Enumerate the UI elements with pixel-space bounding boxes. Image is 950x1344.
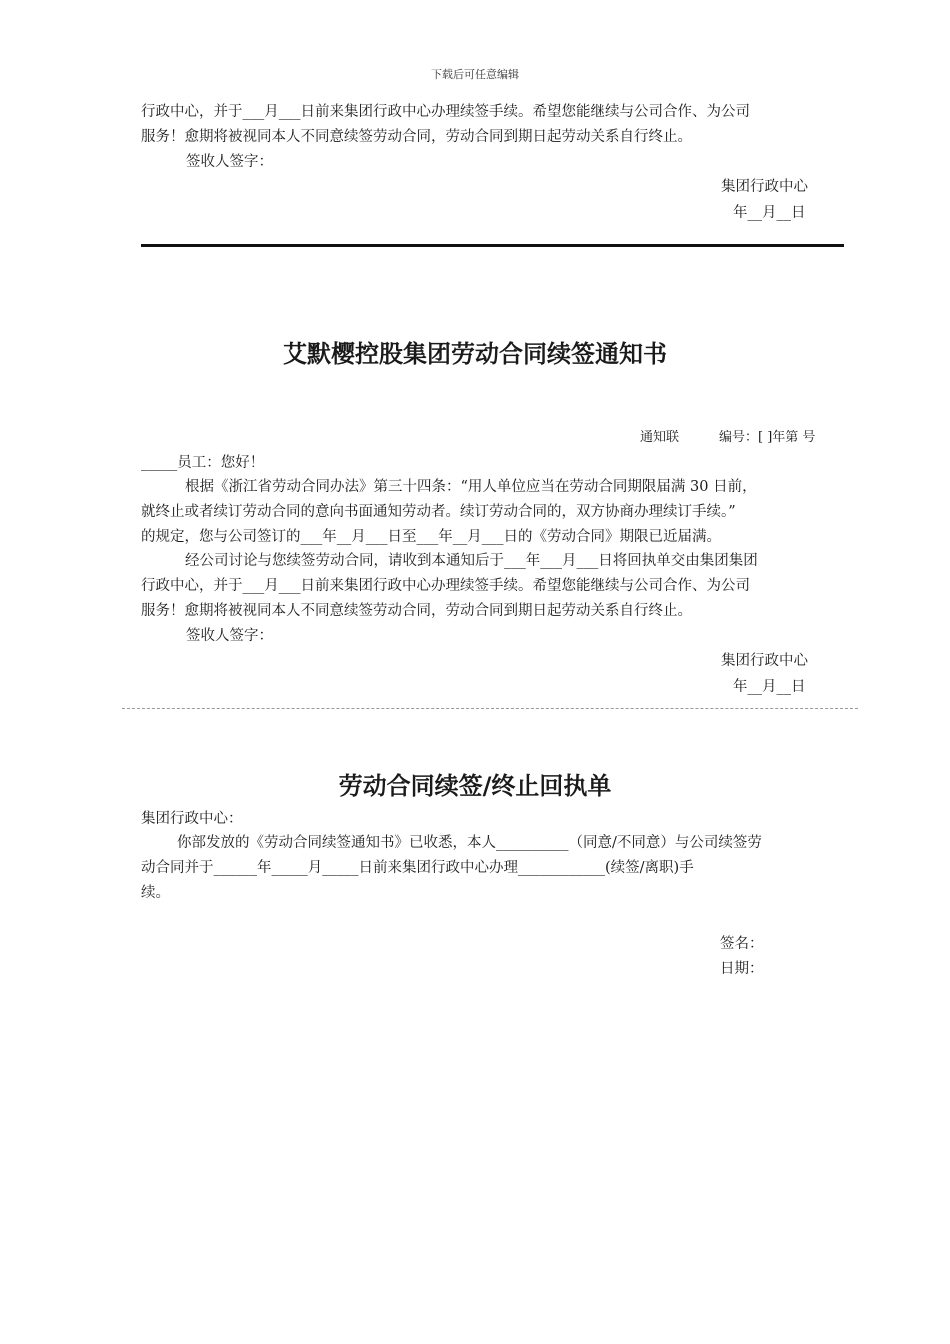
notice-paragraph-1 bbox=[141, 475, 861, 550]
receipt-line: 你部发放的《劳动合同续签通知书》已收悉，本人__________（同意/不同意）与公司续签劳 bbox=[177, 835, 762, 851]
receipt-title: 劳动合同续签/终止回执单 bbox=[338, 772, 612, 800]
notice-para2-line: 行政中心，并于___月___日前来集团行政中心办理续签手续。希望您能继续与公司合作、为公司 bbox=[141, 578, 750, 594]
receipt-line: 动合同并于______年_____月_____日前来集团行政中心办理____________(续签/离职)手 bbox=[141, 860, 694, 876]
notice-paragraph-2 bbox=[141, 549, 861, 624]
notice-para1-line: 的规定，您与公司签订的___年__月___日至___年__月___日的《劳动合同》期限已近届满。 bbox=[141, 529, 721, 545]
notice-greeting: _____员工：您好！ bbox=[141, 455, 265, 471]
notice-date: 年__月__日 bbox=[733, 679, 806, 695]
top-fragment-line: 行政中心，并于___月___日前来集团行政中心办理续签手续。希望您能继续与公司合作、为公司 bbox=[141, 104, 750, 120]
notice-copy-label: 通知联 bbox=[640, 430, 680, 445]
notice-title: 艾默樱控股集团劳动合同续签通知书 bbox=[283, 340, 667, 368]
top-org-name: 集团行政中心 bbox=[721, 179, 808, 195]
top-fragment-line: 服务！愈期将被视同本人不同意续签劳动合同，劳动合同到期日起劳动关系自行终止。 bbox=[141, 129, 692, 145]
header-note: 下载后可任意编辑 bbox=[431, 68, 519, 81]
cut-line-dashed bbox=[122, 708, 858, 709]
cut-line-solid bbox=[141, 244, 844, 247]
top-signer-label: 签收人签字： bbox=[186, 154, 273, 170]
notice-para1-line: 根据《浙江省劳动合同办法》第三十四条：“用人单位应当在劳动合同期限届满 30 日前， bbox=[185, 479, 757, 495]
receipt-body bbox=[141, 831, 861, 906]
notice-para2-line: 服务！愈期将被视同本人不同意续签劳动合同，劳动合同到期日起劳动关系自行终止。 bbox=[141, 603, 692, 619]
notice-para1-line: 就终止或者续订劳动合同的意向书面通知劳动者。续订劳动合同的，双方协商办理续订手续。” bbox=[141, 504, 736, 520]
receipt-addressee: 集团行政中心： bbox=[141, 811, 243, 827]
notice-para2-line: 经公司讨论与您续签劳动合同，请收到本通知后于___年___月___日将回执单交由集团集团 bbox=[185, 553, 758, 569]
notice-signer-label: 签收人签字： bbox=[186, 628, 273, 644]
notice-number-label: 编号：[ ]年第 号 bbox=[719, 430, 816, 445]
receipt-date-label: 日期： bbox=[720, 961, 764, 977]
top-date: 年__月__日 bbox=[733, 205, 806, 221]
receipt-sign-label: 签名： bbox=[720, 936, 764, 952]
notice-org-name: 集团行政中心 bbox=[721, 653, 808, 669]
top-fragment-text bbox=[141, 100, 861, 150]
receipt-line: 续。 bbox=[141, 885, 170, 901]
